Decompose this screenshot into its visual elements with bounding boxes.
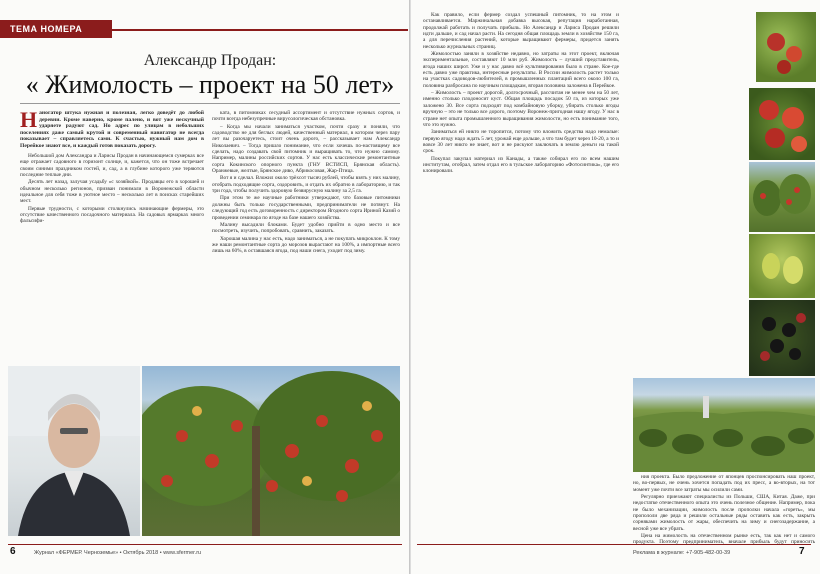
left-page: [0, 0, 409, 574]
drop-cap: Н: [20, 110, 38, 132]
article-headline: « Жимолость – проект на 50 лет»: [25, 70, 395, 99]
page-number-left: 6: [10, 546, 16, 557]
apple-branch-illustration: [756, 12, 816, 82]
blackberries-photo: [749, 300, 815, 376]
body-paragraph: ката, в питомниках сесудный ассортимент и отсутствие нужных сортов, и почти всегда небезупречные вирусологическая обстановка.: [212, 110, 400, 123]
body-paragraph: При этом те же научные работники утверждают, что базовые питомники должны быть только государственными, предприниматели не потянут. На следующий год есть договоренность с директором Ягодного сорта Ириной Казий о проведении семинара по ягоде на базе нашего хозяйства.: [212, 195, 400, 221]
apples-illustration: [749, 88, 815, 160]
article-author: Александр Продан:: [143, 52, 277, 69]
body-paragraph: – Когда мы начали заниматься участком, почти сразу и поняли, что садоводство не для беглых людей, качественный материал, в котором через пару лет вы разочаруетесь, стоит очень дорого, – рассказывает нам Александр Николаевич. – Тогда пришло понимание, что если хочешь по-настоящему все сделать, надо создавать свой питомник и выращивать то, что нужно самому. Например, малины российских сортов. У нас есть классические ремонтантные сорта Кокинского опорного пункта (ГНУ ВСТИСП, Брянская область). Оранжевые, желтые, Брянское диво, Абрикосовая, Жар-Птица.: [212, 123, 400, 175]
lede-text: аногатор штука нужная и полезная, легко доведёт до любой деревни. Кроме наверно, кроме палено, и вот уже нескучный ударяете радуют сад. Но адрес по улицам в небольших поселениях даже самый крутой и современный навигатор не всегда показывает – справляетесь сами. К счастью, нужный нам дом в Перейкое знают все, и каждый готов показать дорогу.: [20, 110, 204, 149]
body-paragraph: Покупал закупал материал из Канады, а также собирал его по всем нашим институтам, отобрал, затем отдал его в тульское лабораторию «Фотосинтика», где его клонировали.: [423, 155, 619, 175]
body-paragraph: Хорошая малина у нас есть, надо заниматься, а не покупать микроклон. К тому же наши ремонтантные сорта до морозов вырастают на 100%, а импортные всего лишь на 60%, в оставшаяся ягода, под наши снега, уходит под зиму.: [212, 235, 400, 255]
footer-rule: [8, 544, 402, 545]
page-number-right: 7: [799, 546, 805, 557]
body-paragraph: Малину высадили блоками. Будет удобно прийти в одно место и все посмотреть, изучить, попробовать, сравнить, заказать.: [212, 221, 400, 235]
pears-illustration: [749, 234, 815, 298]
blackberries-illustration: [749, 300, 815, 376]
body-paragraph: ния проекта. Было предложение от японцев проспонсировать наш проект, но, во-первых, не очень хочется попадать под их пресс, а во-вторых, на тот момент уже почти все затраты мы осилили сами.: [633, 474, 815, 493]
headline-rule: [20, 103, 400, 104]
orchard-illustration: [142, 366, 400, 536]
body-paragraph: Вот я и сделал. Вложил около трёхсот тысяч рублей, чтобы взять у них малину, отобрать подходящие сорта, оздоровить, и отдать их обратно в лабораторию, и так три года, чтобы получить здоровую безвирусную малину за 2,5 га.: [212, 175, 400, 195]
body-paragraph: Небольшой дом Александра и Ларисы Продан в начинающемся сумерках все еще отражает садовного в горизонт солнце, и, кажется, что он тоже встречает своим синими праздником гостей, и, сад, а в глубине которого уже теряются последние теплые дни.: [20, 153, 204, 179]
field-illustration: [633, 378, 815, 472]
lede-paragraph: [20, 110, 204, 149]
honeysuckle-field-photo: [633, 378, 815, 472]
body-paragraph: Жимолостью заняли в хозяйстве недавно, но затраты на этот проект, включая экспериментальные, составляют 10 млн руб. Жимолость – лучший представитель, ягода наших широт. Уже и у нас давно всё культивирования было в стране. Кое-где есть давно уже практика, интересные результаты. В России жимолость растет только на участках садоводов-любителей, в промышленных плантаций всего около 100 га, половина разбросана по научным площадкам, вторая половина заложена в Перейкое.: [423, 51, 619, 89]
apples-photo: [749, 88, 815, 160]
left-column-1: [20, 110, 204, 360]
body-paragraph: Регулярно приезжают специалисты из Польши, США, Китая. Даже, при недостатке отечественного опыта это очень полезное общение. Например, пока не было механизации, жимолость после прополки начала «гореть», мы пропололи две ряда и решили остальные ряды оставить как есть, закрыть сорняками жимолость от жары, обеспечить на зиму и снегозадержание, а весной уже все убрать.: [633, 494, 815, 532]
body-paragraph: Первые трудности, с которыми столкнулись начинающие фермеры, это отсутствие качественного посадочного материала. На садовых ярмарках много фальсифи-: [20, 205, 204, 225]
body-paragraph: Как правило, если фермер создал успешный питомник, то на этом и останавливается. Маржинальная добавка высокая, репутация наработанная, продолжай работать и получать прибыль. Но Александр и Лариса Продан решили идти дальше, и сад начал расти. На сегодня общая площадь земли в хозяйстве 150 га, а для перечисления растений, которые выращивают фермеры, придется занять несколько журнальных страниц.: [423, 12, 619, 50]
apple-branch-photo: [756, 12, 816, 82]
footer-right: Реклама в журнале: +7-905-482-00-39: [633, 550, 731, 556]
body-paragraph: Десять лет назад, залучая усадьбу «с хозяйкой». Продавцы его в хорошей и обычном несколько регионов, призван понимали в Воронежской области идеальное для себя тоже в уютное место – несколько лет в поисках старейших мест.: [20, 179, 204, 205]
pears-photo: [749, 234, 815, 298]
young-trees-illustration: [749, 162, 815, 232]
body-paragraph: Заниматься ей никто не торопится, потому что вложить средства надо немалые: первую ягоду надо ждать 5 лет, урожай еще дольше, а что там будет через 10-20, а то и вовсе 30 лет никто не знает, вот и не рискуют заключать в землю деньги на такой срок.: [423, 129, 619, 155]
body-paragraph: – Жимолость – проект дорогой, долгосрочный, рассчитан не менее чем на 50 лет, именно столько плодоносит куст. Общая площадь посадок 50 га, из которых уже заложено 30. Все сорта подходят под комбайновую уборку, убирать столько ягоды вручную – это не только все дорого, поэтому Воронеж-пригодная нашу ягоду. У нас в стране нет опыта промышленного выращивания жимолости, но есть понимание того, что это нужно.: [423, 90, 619, 128]
section-rule: [112, 29, 408, 31]
footer-rule: [417, 544, 811, 545]
orchard-photo: [142, 366, 400, 536]
body-paragraph: Цена на жимолость на отечественном рынке есть, так как нет и самого продукта. Поэтому предприниматель, вначале прибыль будут приносить: [633, 533, 815, 544]
right-column-1: [423, 12, 619, 542]
portrait-photo: [8, 366, 140, 536]
right-column-2: [633, 474, 815, 544]
portrait-illustration: [8, 366, 140, 536]
footer-left: Журнал «ФЕРМЕР. Черноземье» • Октябрь 2018 • www.sfermer.ru: [34, 550, 202, 556]
young-trees-photo: [749, 162, 815, 232]
section-tab: ТЕМА НОМЕРА: [0, 20, 112, 38]
right-page: [411, 0, 820, 574]
